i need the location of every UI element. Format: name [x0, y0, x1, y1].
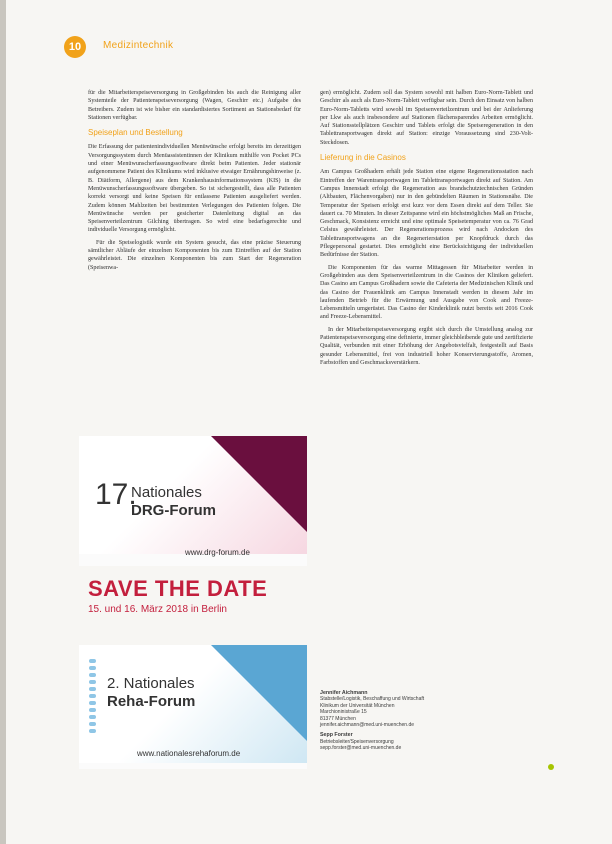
contact-email[interactable]: jennifer.aichmann@med.uni-muenchen.de: [320, 722, 415, 729]
ad-title-line2: Reha-Forum: [107, 693, 196, 710]
paragraph: Die Komponenten für das warme Mittagessen für Mitarbeiter werden in Großgebinden aus dem Speisenverteilzentrum in die Casinos der Kliniken geliefert. Das Casino am Campus Großhadern sowie die Cafeteria der Medizinischen Klinik und das Casino der Frauenklinik am Campus Innenstadt werden in diesem Jahr im laufenden Betrieb für die Erwärmung und Ausgabe von Cook and Freeze-Lebensmitteln umgerüstet. Das Casino der Kinderklinik nutzt bereits seit 2016 Cook and Freeze-Lebensmittel.: [320, 264, 533, 321]
ad-title-line2: DRG-Forum: [131, 502, 216, 519]
paragraph: Für die Speiselogistik wurde ein System gesucht, das eine präzise Steuerung sämtlicher Abläufe der einzelnen Komponenten bis zum Eintreffen auf der Station gewährleistet. Die einzelnen Komponenten bis zum Start der Regeneration (Speisenwa-: [88, 239, 301, 271]
ad-url[interactable]: www.nationalesrehaforum.de: [137, 749, 241, 758]
paragraph: In der Mitarbeiterspeiseversorgung ergibt sich durch die Umstellung analog zur Patientenspeiseversorgung eine definierte, immer gleichbleibende gute und zertifizierte Qualität, verbunden mit einer Erhöhung der Angebotsvielfalt, festgestellt auf Basis gesunder Lebensmittel, frei von industriell hoher Konservierungsstoffe, Aromen, Farbstoffen und Geschmacksverstärkern.: [320, 326, 533, 366]
contact-city: 81377 München: [320, 715, 356, 722]
contact-institution: Klinikum der Universität München: [320, 702, 395, 709]
article-column-left: [88, 89, 301, 276]
article-column-right: [320, 89, 533, 371]
end-of-article-dot: [548, 764, 554, 770]
ad-title-line1: Nationales: [131, 484, 202, 501]
contact-name: Sepp Forster: [320, 732, 353, 739]
ad-title-line1: 2. Nationales: [107, 675, 195, 692]
ad-edition-number: 17.: [95, 478, 137, 511]
ad-url[interactable]: www.drg-forum.de: [185, 548, 250, 557]
ad-corner-triangle: [211, 645, 307, 741]
contact-role: Betriebsleiter/Speisenversorgung: [320, 738, 394, 745]
paragraph: Am Campus Großhadern erhält jede Station eine eigene Regenerationsstation nach Eintreffen der Warentransportwagen im Tablettransportwagen direkt auf Station. Am Campus Innenstadt erfolgt die Regeneration aus brandschutztechnischen Gründen (Altbauten, Flächenvorgaben) nur in den gebündelten Räumen in Stationsnähe. Die Temperatur der Speisen erfolgt erst kurz vor dem Essen direkt auf dem Teller. Sie dauert ca. 70 Minuten. In dieser Zeitspanne wird ein höchstmögliches Maß an Frische, Geschmack, Konsistenz erreicht und eine optimale Speisetemperatur von ca. 76 Grad Celsius gewährleistet. Der Regenerationsprozess wird nach Andocken des Tablettransportwagens an die Regenerierstation per Knopfdruck durch das Pflegepersonal gestartet. Dies ermöglicht eine Berücksichtigung der individuellen Bedürfnisse der Station.: [320, 169, 533, 259]
paragraph: Die Erfassung der patientenindividuellen Menüwünsche erfolgt bereits im derzeitigen Versorgungssystem durch Menüassistentinnen der Klinikum mithilfe von Pocket PCs und einer Menüwunscherfassungssoftware direkt beim Patienten. Jeder stationär aufgenommene Patient des Klinikums wird inklusive etwaiger Ernährungshinweise (z. B. Diätform, Allergene) aus dem Krankenhausinformationssystem (KIS) in die Menüwunscherfassungssoftware übergeben. So ist sichergestellt, dass alle Patienten korrekt versorgt und keine Speisen für entlassene Patienten ausgeliefert werden. Zudem können Mahlzeiten bei bestimmten Verlegungen des Patienten folgen. Die Menüwünsche werden per gesicherter Datenleitung digital an das Speisenverteilzentrum Gilching übertragen. So wird eine bedarfsgerechte und individuelle Versorgung ermöglicht.: [88, 144, 301, 234]
subheading: Lieferung in die Casinos: [320, 153, 406, 163]
section-title: Medizintechnik: [103, 40, 174, 51]
paragraph: gen) ermöglicht. Zudem soll das System sowohl mit halben Euro-Norm-Tablett und Geschirr als auch als Euro-Norm-Tablett verfügbar sein. Durch den Einsatz von halben Euro-Norm-Tabletts wird sowohl im Speisenverteilzentrum und bei der Anlieferung per Lkw als auch insbesondere auf Stationen flächensparendes Arbeiten ermöglicht. Auf Stationsstellplätzen Geschirr und Tablets erfolgt die Speiseregeneration in den Tablettransportwagen direkt auf Station: einzige Voraussetzung sind 230-Volt-Steckdosen.: [320, 90, 533, 146]
contact-address: Marchioninistraße 15: [320, 709, 367, 716]
page-number-badge: 10: [64, 36, 86, 58]
subheading: Speiseplan und Bestellung: [88, 128, 183, 138]
page-edge-shadow: [0, 0, 6, 844]
save-the-date-heading: SAVE THE DATE: [88, 576, 268, 601]
author-contact-box: [320, 690, 530, 752]
paragraph: für die Mitarbeiterspeiseversorgung in Großgebinden bis auch die Reinigung aller Systemteile der Patientenspeiseversorgung (Wagen, Geschirr etc.) Aufgabe des Betreibers. Zudem ist wie bisher ein standardisiertes Sortiment an Stationsbedarf für Stationen verfügbar.: [88, 90, 301, 121]
contact-name: Jennifer Aichmann: [320, 690, 368, 696]
contact-role: Stabstelle/Logistik, Beschaffung und Wirtschaft: [320, 696, 425, 703]
drg-forum-ad[interactable]: [79, 436, 307, 566]
reha-forum-ad[interactable]: [79, 645, 307, 769]
ad-corner-triangle: [211, 436, 307, 532]
event-date: 15. und 16. März 2018 in Berlin: [88, 604, 227, 615]
contact-email[interactable]: sepp.forster@med.uni-muenchen.de: [320, 745, 402, 752]
spine-logo-icon: [89, 659, 97, 741]
